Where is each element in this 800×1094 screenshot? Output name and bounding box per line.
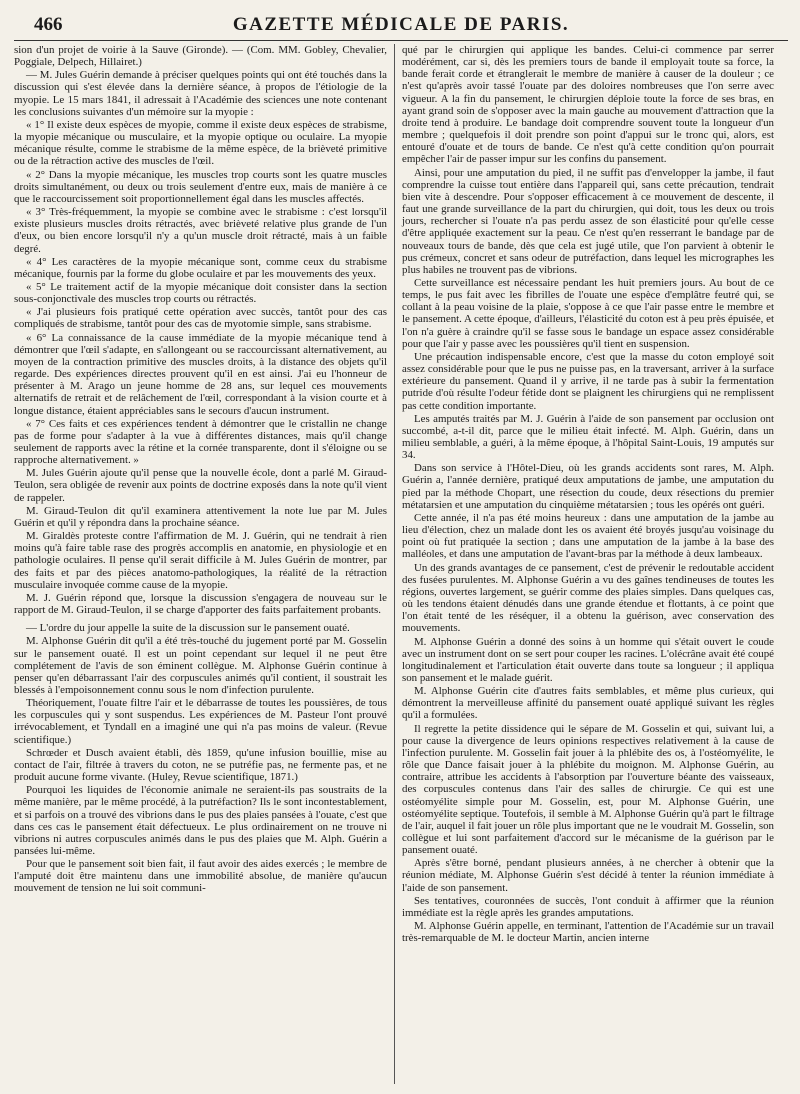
paragraph: Cette surveillance est nécessaire pendant les huit premiers jours. Au bout de ce temps, le pus fait avec les fibrilles de l'ouate une espèce d'emplâtre feutré qui, se collant à la peau voisine de la plaie, s'oppose à ce que l'air passe entre le membre et le pansement. A cette époque, d'ailleurs, l'élasticité du coton est à peu près épuisée, et l'on n'a guère à craindre qu'il se fasse sous le bandage un espace assez considérable pour que l'air y passe avec les poussières qu'il tient en suspension. — [402, 276, 774, 350]
paragraph: — M. Jules Guérin demande à préciser quelques points qui ont été touchés dans la discussion qui s'est élevée dans la dernière séance, à propos de l'étiologie de la myopie. Le 15 mars 1841, il adressait à l'Académie des sciences une note contenant les conclusions suivantes d'un mémoire sur la myopie : — [14, 69, 387, 118]
paragraph: « 7° Ces faits et ces expériences tendent à démontrer que le cristallin ne change pas de forme pour s'adapter à la vue à différentes distances, mais qu'il change seulement de rapports avec la rétine et la cornée transparente, dont il s'éloigne ou se rapproche alternativement. » — [14, 417, 387, 467]
paragraph: « 5° Le traitement actif de la myopie mécanique doit consister dans la section sous-conjonctivale des muscles trop courts ou rétractés. — [14, 280, 387, 306]
paragraph: Pour que le pansement soit bien fait, il faut avoir des aides exercés ; le membre de l'amputé doit être maintenu dans une immobilité absolue, de manière qu'aucun mouvement de tension ne lui soit communi- — [14, 858, 387, 895]
paragraph: Il regrette la petite dissidence qui le sépare de M. Gosselin et qui, suivant lui, a pour cause la divergence de leurs opinions respectives relativement à la cause de l'infection purulente. M. Gosselin fait jouer à la phlébite des os, à l'ostéomyélite, le rôle que Dance faisait jouer à la phlébite du moignon. M. Alphonse Guérin, au contraire, attribue les accidents à l'absorption par l'ouverture béante des vaisseaux, des corpuscules contenus dans l'air des salles de chirurgie. Ce qui est une ostéomyélite simple pour M. Gosselin, est, pour M. Alphonse Guérin, une ostéomyélite septique. Toutefois, il semble à M. Alphonse Guérin qu'à part le filtrage de l'air, auquel il fait jouer un rôle plus important que ne le voudrait M. Gosselin, son collègue et lui sont parfaitement d'accord sur le mécanisme de la guérison par le pansement ouaté. — [402, 722, 774, 857]
paragraph: M. Alphonse Guérin appelle, en terminant, l'attention de l'Académie sur un travail très-remarquable de M. le docteur Martin, ancien interne — [402, 920, 774, 945]
paragraph: Schrœder et Dusch avaient établi, dès 1859, qu'une infusion bouillie, mise au contact de l'air, filtrée à travers du coton, ne se putréfie pas, ne fermente pas, et ne produit aucune forme vivante. (Huley, Revue scientifique, 1871.) — [14, 746, 387, 784]
paragraph: Après s'être borné, pendant plusieurs années, à ne chercher à obtenir que la réunion médiate, M. Alphonse Guérin s'est décidé à tenter la réunion immédiate à l'aide de son pansement. — [402, 857, 774, 894]
paragraph: « 2° Dans la myopie mécanique, les muscles trop courts sont les quatre muscles droits simultanément, ou deux ou trois seulement d'entre eux, mais de manière à ce que le raccourcissement soit proportionnellement égal dans les muscles affectés. — [14, 168, 387, 205]
paragraph: sion d'un projet de voirie à la Sauve (Gironde). — (Com. MM. Gobley, Chevalier, Poggiale, Delpech, Hillairet.) — [14, 44, 387, 69]
paragraph: « 1° Il existe deux espèces de myopie, comme il existe deux espèces de strabisme, la myopie mécanique ou musculaire, et la myopie optique ou oculaire. La myopie mécanique résulte, comme le strabisme de la même espèce, de la brièveté primitive ou de la rétraction active des muscles de l'œil. — [14, 118, 387, 168]
paragraph: Ainsi, pour une amputation du pied, il ne suffit pas d'envelopper la jambe, il faut comprendre la cuisse tout entière dans l'appareil qui, sans cette précaution, tendrait bien vite à descendre. Pour s'opposer efficacement à ce mouvement de descente, il faut une grande surveillance de la part du chirurgien, qui doit, tous les deux ou trois jours, rechercher si l'ouate n'a pas perdu assez de son élasticité pour qu'elle cesse d'être appliquée exactement sur la peau. Ce n'est qu'en resserrant le bandage par de nouveaux tours de bande, dès que cela est jugé utile, que l'on parvient à obtenir le pus crémeux, concret et sans odeur de putréfaction, dans lequel les micrographes les plus habiles ne trouvent pas de vibrions. — [402, 166, 774, 276]
paragraph: M. Giraud-Teulon dit qu'il examinera attentivement la note lue par M. Jules Guérin et qu'il y répondra dans la prochaine séance. — [14, 504, 387, 529]
page-title: GAZETTE MÉDICALE DE PARIS. — [232, 14, 570, 35]
paragraph: Dans son service à l'Hôtel-Dieu, où les grands accidents sont rares, M. Alph. Guérin a, l'année dernière, pratiqué deux amputations de jambe, une amputation du pied par la méthode Chopart, une résection du coude, deux résections du premier métatarsien et une amputation du cinquième métatarsien ; tous les opérés ont guéri. — [402, 462, 774, 511]
paragraph: « 4° Les caractères de la myopie mécanique sont, comme ceux du strabisme mécanique, fournis par la forme du globe oculaire et par les mouvements des yeux. — [14, 255, 387, 280]
paragraph: Les amputés traités par M. J. Guérin à l'aide de son pansement par occlusion ont succombé, a-t-il dit, parce que le milieu était infecté. M. Alph. Guérin, dans un milieu semblable, a guéri, à la même époque, à l'hôpital Saint-Louis, 19 amputés sur 34. — [402, 412, 774, 462]
paragraph: M. J. Guérin répond que, lorsque la discussion s'engagera de nouveau sur le rapport de M. Giraud-Teulon, il se charge d'apporter des faits parfaitement probants. — [14, 591, 387, 617]
paragraph: M. Alphonse Guérin a donné des soins à un homme qui s'était ouvert le coude avec un instrument dont on se sert pour couper les racines. L'olécrâne avait été coupé longitudinalement et l'articulation était ouverte dans toute sa longueur ; il appliqua son pansement et le malade guérit. — [402, 635, 774, 684]
page-header — [14, 10, 788, 41]
page-number: 466 — [34, 14, 63, 35]
paragraph: — L'ordre du jour appelle la suite de la discussion sur le pansement ouaté. — [26, 622, 350, 635]
paragraph: Une précaution indispensable encore, c'est que la masse du coton employé soit assez considérable pour que le pus ne puisse pas, en la traversant, arriver à la surface extérieure du pansement. Quand il y arrive, il ne tarde pas à subir la fermentation putride d'où résulte l'odeur fétide dont se plaignent les chirurgiens qui ne remplissent pas cette condition importante. — [402, 350, 774, 412]
paragraph: Ses tentatives, couronnées de succès, l'ont conduit à affirmer que la réunion immédiate est la règle après les grandes amputations. — [402, 894, 774, 919]
right-column — [394, 44, 774, 1084]
paragraph: M. Jules Guérin ajoute qu'il pense que la nouvelle école, dont a parlé M. Giraud-Teulon, sera obligée de revenir aux points de doctrine exposés dans la note qu'il vient de rappeler. — [14, 467, 387, 504]
paragraph: Théoriquement, l'ouate filtre l'air et le débarrasse de toutes les poussières, de tous les corpuscules qui y sont suspendus. Les expériences de M. Pasteur l'ont prouvé irrévocablement, et Tyndall en a imaginé une qui n'a pas moins de valeur. (Revue scientifique.) — [14, 697, 387, 746]
paragraph: qué par le chirurgien qui applique les bandes. Celui-ci commence par serrer modérément, car si, dès les premiers tours de bande il employait toute sa force, la bande ferait corde et étranglerait le membre de manière à causer de la douleur ; ce n'est qu'après avoir tassé l'ouate par des doloires nombreuses que l'on serre avec vigueur. A la fin du pansement, le chirurgien déploie toute la force de ses bras, en ayant grand soin de s'opposer avec la main gauche au mouvement d'attraction que la droite tend à produire. Le bandage doit comprendre souvent toute la longueur d'un membre ; quelquefois il doit prendre son point d'appui sur le tronc qui, alors, est entouré d'ouate et de tours de bande. Ce n'est qu'à cette condition qu'on pourrait empêcher l'air de passer impur sur les confins du pansement. — [402, 44, 774, 166]
paragraph: Un des grands avantages de ce pansement, c'est de prévenir le redoutable accident des fusées purulentes. M. Alphonse Guérin a vu des gaînes tendineuses de toutes les régions, ouvertes largement, se guérir comme des plaies simples. Dans quelques cas, où les tendons étaient dénudés dans une grande étendue et flottants, à ce point que l'on était tenté de les réséquer, il a obtenu la guérison, avec conservation des mouvements. — [402, 561, 774, 635]
left-column — [14, 44, 394, 1084]
paragraph: M. Giraldès proteste contre l'affirmation de M. J. Guérin, qui ne tendrait à rien moins qu'à faire table rase des progrès accomplis en anatomie, en physiologie et en pathologie oculaires. Il pense qu'il serait difficile à M. Jules Guérin de montrer, par des faits et par des pièces anatomo-pathologiques, la réalité de la rétraction musculaire invoquée comme cause de la myopie. — [14, 530, 387, 591]
paragraph: « J'ai plusieurs fois pratiqué cette opération avec succès, tantôt pour des cas compliqués de strabisme, tantôt pour des cas de myotomie simple, sans strabisme. — [14, 306, 387, 331]
paragraph: Cette année, il n'a pas été moins heureux : dans une amputation de la jambe au lieu d'élection, chez un malade dont les os avaient été broyés jusqu'au voisinage du point où fut pratiquée la section ; dans une amputation de la jambe à la base des malléoles, et dans une amputation de l'avant-bras par la méthode à deux lambeaux. — [402, 511, 774, 561]
paragraph: Pourquoi les liquides de l'économie animale ne seraient-ils pas soustraits de la même manière, par le même procédé, à la putréfaction? Ils le sont incontestablement, et si parfois on a trouvé des vibrions dans le pus des plaies pansées à l'ouate, c'est que dans ces cas le pansement était défectueux. Le plus ordinairement on ne trouve ni vibrions ni autres corpuscules animés dans le pus des plaies que M. Alph. Guérin a pansées lui-même. — [14, 784, 387, 857]
paragraph: M. Alphonse Guérin dit qu'il a été très-touché du jugement porté par M. Gosselin sur le pansement ouaté. Il est un point cependant sur lequel il ne peut être complétement de l'avis de son éminent collègue. M. Alphonse Guérin continue à penser qu'en débarrassant l'air des corpuscules animés qu'il contient, il soustrait les blessés à l'empoisonnement connu sous le nom d'infection purulente. — [14, 635, 387, 696]
paragraph: M. Alphonse Guérin cite d'autres faits semblables, et même plus curieux, qui démontrent la merveilleuse affinité du pansement ouaté appliqué suivant les règles qu'il a formulées. — [402, 685, 774, 722]
paragraph: « 3° Très-fréquemment, la myopie se combine avec le strabisme : c'est lorsqu'il existe plusieurs muscles droits rétractés, avec brièveté relative plus grande de l'un d'eux, ou bien encore lorsqu'il n'y a qu'un muscle droit rétracté, mais à un faible degré. — [14, 206, 387, 255]
text-columns — [14, 44, 788, 1084]
paragraph: « 6° La connaissance de la cause immédiate de la myopie mécanique tend à démontrer que l'œil s'adapte, en s'allongeant ou se raccourcissant alternativement, au moyen de la contraction primitive des muscles droits, à la distance des objets qu'il regarde. Des expériences directes prouvent qu'il en est ainsi. J'ai eu l'honneur de présenter à M. Arago un jeune homme de 28 ans, sur lequel ces mouvements alternatifs de retrait et de relâchement de l'œil, correspondant à la vision courte et à longue distance, étaient appréciables sans le secours d'aucun instrument. — [14, 331, 387, 417]
